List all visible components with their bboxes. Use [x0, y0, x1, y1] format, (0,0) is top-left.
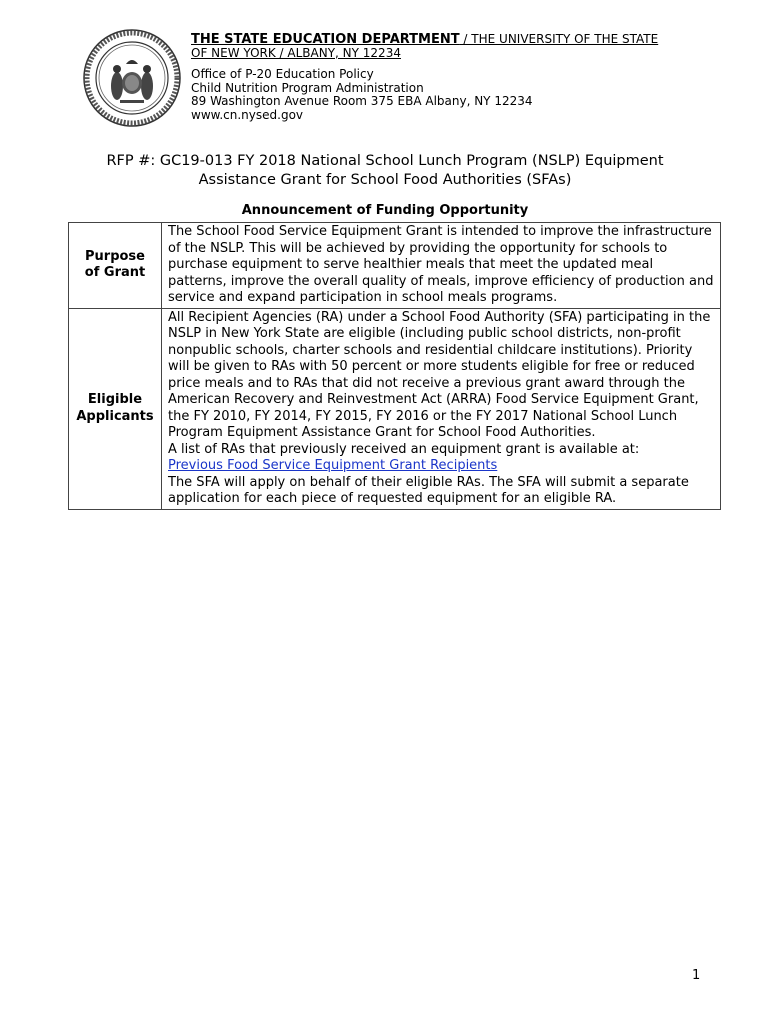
funding-info-table — [68, 222, 721, 510]
title-line-1: RFP #: GC19-013 FY 2018 National School Lunch Program (NSLP) Equipment — [106, 153, 664, 169]
office-address-block — [191, 68, 711, 122]
department-name: THE STATE EDUCATION DEPARTMENT — [191, 32, 460, 47]
letterhead — [191, 33, 711, 122]
eligible-paragraph-2: A list of RAs that previously received an equipment grant is available at: — [168, 441, 640, 457]
table-row — [69, 308, 721, 509]
street-address: 89 Washington Avenue Room 375 EBA Albany, NY 12234 — [191, 94, 533, 108]
purpose-label-line-1: Purpose — [85, 248, 145, 264]
website: www.cn.nysed.gov — [191, 107, 304, 122]
office-name: Office of P-20 Education Policy — [191, 67, 374, 81]
page-number: 1 — [692, 968, 701, 983]
document-subtitle: Announcement of Funding Opportunity — [241, 203, 529, 218]
purpose-label-line-2: of Grant — [84, 265, 146, 281]
previous-recipients-link[interactable]: Previous Food Service Equipment Grant Recipients — [168, 458, 498, 473]
eligible-label-line-1: Eligible — [87, 392, 143, 407]
eligible-label-line-2: Applicants — [76, 408, 154, 424]
letterhead-line-1 — [191, 33, 711, 47]
title-line-2: Assistance Grant for School Food Authorities (SFAs) — [198, 172, 572, 188]
university-name: / THE UNIVERSITY OF THE STATE — [459, 32, 659, 46]
eligible-text — [162, 308, 721, 509]
table-row — [69, 223, 721, 309]
document-title — [40, 152, 730, 190]
purpose-text: The School Food Service Equipment Grant is intended to improve the infrastructure of the NSLP. This will be achieved by providing the opportunity for schools to purchase equipment to serve healthier meals that meet the updated meal patterns, improve the overall quality of meals, improve efficiency of production and service and expand participation in school meals programs. — [162, 223, 721, 309]
eligible-label — [69, 308, 162, 509]
program-name: Child Nutrition Program Administration — [191, 80, 424, 95]
letterhead-location: OF NEW YORK / ALBANY, NY 12234 — [191, 45, 401, 60]
purpose-label — [69, 223, 162, 309]
eligible-paragraph-1: All Recipient Agencies (RA) under a School Food Authority (SFA) participating in the NSLP in New York State are eligible (including public school districts, non-profit nonpublic schools, charter schools and residential childcare institutions). Priority will be given to RAs with 50 percent or more students eligible for free or reduced price meals and to RAs that did not receive a previous grant award through the American Recovery and Reinvestment Act (ARRA) Food Service Equipment Grant, the FY 2010, FY 2014, FY 2015, FY 2016 or the FY 2017 National School Lunch Program Equipment Assistance Grant for School Food Authorities. — [168, 309, 711, 440]
eligible-paragraph-3: The SFA will apply on behalf of their eligible RAs. The SFA will submit a separate application for each piece of requested equipment for an eligible RA. — [168, 474, 689, 506]
nys-university-seal-icon — [82, 28, 182, 128]
